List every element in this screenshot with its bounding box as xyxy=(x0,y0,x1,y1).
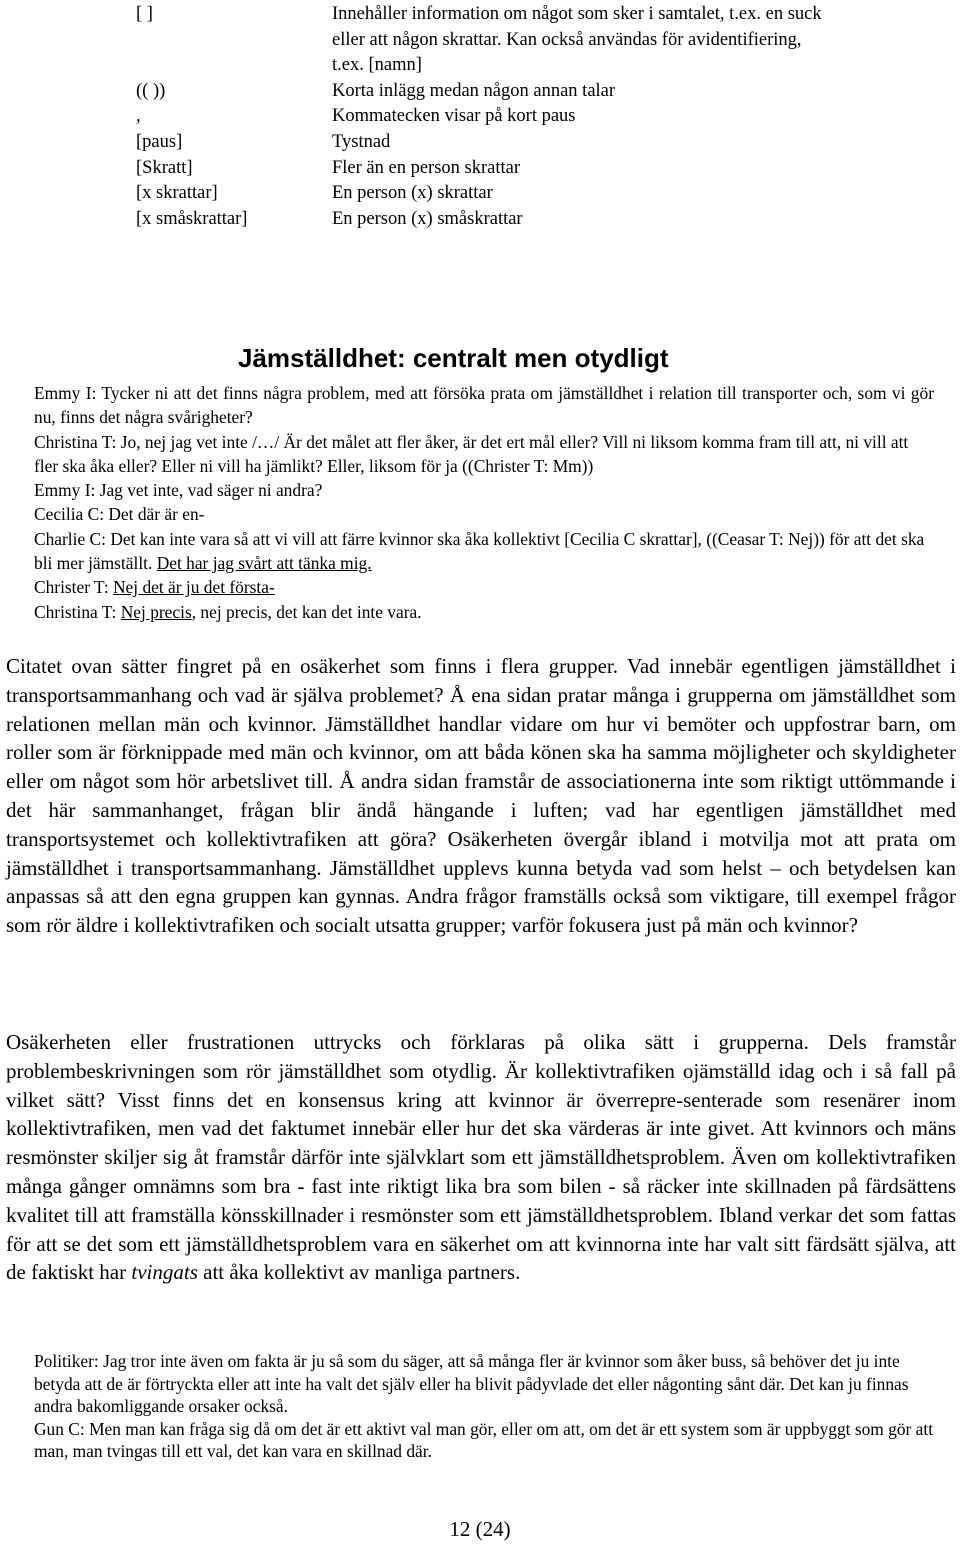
italic-word: tvingats xyxy=(131,1260,198,1285)
transcription-legend xyxy=(136,2,826,232)
quote-line-cecilia: Cecilia C: Det där är en- xyxy=(34,504,205,525)
quote-text: Charlie C: Det kan inte vara så att vi vill att färre kvinnor ska åka kollektivt [Cecilia C skrattar], ((Ceasar T: Nej)) för att det ska bli mer jämställt. xyxy=(34,528,925,574)
legend-description: Kommatecken visar på kort paus xyxy=(332,106,576,127)
legend-row xyxy=(136,207,826,233)
body-paragraph: Citatet ovan sätter fingret på en osäkerhet som finns i flera grupper. Vad innebär egentligen jämställdhet i transportsammanhang och vad är själva problemet? Å ena sidan pratar många i grupperna om jämställdhet som relationen mellan män och kvinnor. Jämställdhet handlar vidare om hur vi bemöter och uppfostrar barn, om roller som är förknippade med män och kvinnor, om att båda könen ska ha samma möjligheter och skyldigheter eller om något som hör arbetslivet till. Å andra sidan framstår de associationerna inte som riktigt uttömmande i det här sammanhanget, frågan blir ändå hängande i luften; vad har egentligen jämställdhet med transportsystemet och kollektivtrafiken att göra? Osäkerheten övergår ibland i motvilja mot att prata om jämställdhet i transportsammanhang. Jämställdhet upplevs kunna betyda vad som helst – och betydelsen kan anpassas så att den egna gruppen kan gynnas. Andra frågor framställs också som viktigare, till exempel frågor som rör äldre i kollektivtrafiken och socialt utsatta grupper; varför fokusera just på män och kvinnor? xyxy=(6,654,956,938)
quote-line-christina: Christina T: Jo, nej jag vet inte /…/ Är det målet att fler åker, är det ert mål eller? Vill ni liksom komma fram till att, ni vill att fler ska åka eller? Eller ni vill ha jämlikt? Eller, liksom för ja ((Christer T: Mm)) xyxy=(34,431,909,476)
legend-row xyxy=(136,181,826,207)
legend-row xyxy=(136,2,826,79)
section-heading: Jämställdhet: centralt men otydligt xyxy=(238,343,669,373)
legend-row xyxy=(136,156,826,182)
legend-symbol: (( )) xyxy=(136,80,166,101)
legend-symbol: [ ] xyxy=(136,4,153,24)
legend-description: Innehåller information om något som sker i samtalet, t.ex. en suck eller att någon skrattar. Kan också användas för avidentifiering, t.ex. [namn] xyxy=(332,4,822,76)
quote-line-charlie xyxy=(34,527,934,576)
paragraph-text: att åka kollektivt av manliga partners. xyxy=(197,1260,521,1285)
speaker-label: Christina T: xyxy=(34,601,121,622)
interview-excerpt xyxy=(34,381,934,624)
legend-symbol: [paus] xyxy=(136,131,183,152)
quote-line-gun: Gun C: Men man kan fråga sig då om det är ett aktivt val man gör, eller om att, om det är ett system som är uppbyggt som gör att man, man tvingas till ett val, det kan vara en skillnad där. xyxy=(34,1418,934,1461)
quote-text: , nej precis, det kan det inte vara. xyxy=(191,601,422,622)
legend-symbol: [x skrattar] xyxy=(136,183,218,204)
legend-description: Fler än en person skrattar xyxy=(332,157,521,178)
quote-line-emmy: Emmy I: Tycker ni att det finns några problem, med att försöka prata om jämställdhet i relation till transporter och, som vi gör nu, finns det några svårigheter? xyxy=(34,383,934,428)
speaker-label: Christer T: xyxy=(34,577,113,598)
quote-line-politiker: Politiker: Jag tror inte även om fakta är ju så som du säger, att så många fler är kvinnor som åker buss, så behöver det ju inte betyda att de är förtryckta eller att inte ha valt det själv eller ha blivit pådyvlade det eller någonting sånt där. Det kan ju finnas andra bakomliggande orsaker också. xyxy=(34,1351,909,1416)
legend-description: Tystnad xyxy=(332,131,391,152)
underlined-text: Nej det är ju det första- xyxy=(113,577,275,598)
legend-symbol: [x småskrattar] xyxy=(136,208,248,229)
legend-description: Korta inlägg medan någon annan talar xyxy=(332,80,616,101)
paragraph-text: Osäkerheten eller frustrationen uttrycks och förklaras på olika sätt i grupperna. Dels framstår problembeskrivningen som rör jämställdhet som otydlig. Är kollektivtrafiken ojämställd idag och i så fall på vilket sätt? Visst finns det en konsensus kring att kvinnor är överrepre-senterade som resenärer inom kollektivtrafiken, men vad det faktumet innebär eller hur det ska värderas är inte givet. Att kvinnors och mäns resmönster skiljer sig åt framstår därför inte självklart som ett jämställdhetsproblem. Även om kollektivtrafiken många gånger omnämns som bra - fast inte riktigt lika bra som bilen - så räcker inte skillnaden på färdsättens kvalitet till att framställa könsskillnader i resmönster som ett jämställdhetsproblem. Ibland verkar det som fattas för att se det som ett jämställdhetsproblem vara en säkerhet om att kvinnorna inte har valt sitt färdsätt själva, att de faktiskt har xyxy=(6,1030,956,1285)
legend-symbol: , xyxy=(136,106,141,127)
legend-row xyxy=(136,79,826,105)
underlined-text: Det har jag svårt att tänka mig. xyxy=(156,553,372,574)
page-number: 12 (24) xyxy=(449,1517,511,1541)
quote-line-christer xyxy=(34,575,934,599)
legend-row xyxy=(136,104,826,130)
interview-excerpt xyxy=(34,1350,934,1463)
legend-description: En person (x) skrattar xyxy=(332,183,493,204)
legend-description: En person (x) småskrattar xyxy=(332,208,523,229)
legend-symbol: [Skratt] xyxy=(136,157,193,178)
quote-line-christina xyxy=(34,600,934,624)
underlined-text: Nej precis xyxy=(120,601,192,622)
quote-line-emmy: Emmy I: Jag vet inte, vad säger ni andra? xyxy=(34,480,323,501)
legend-row xyxy=(136,130,826,156)
body-paragraph xyxy=(6,1028,956,1287)
